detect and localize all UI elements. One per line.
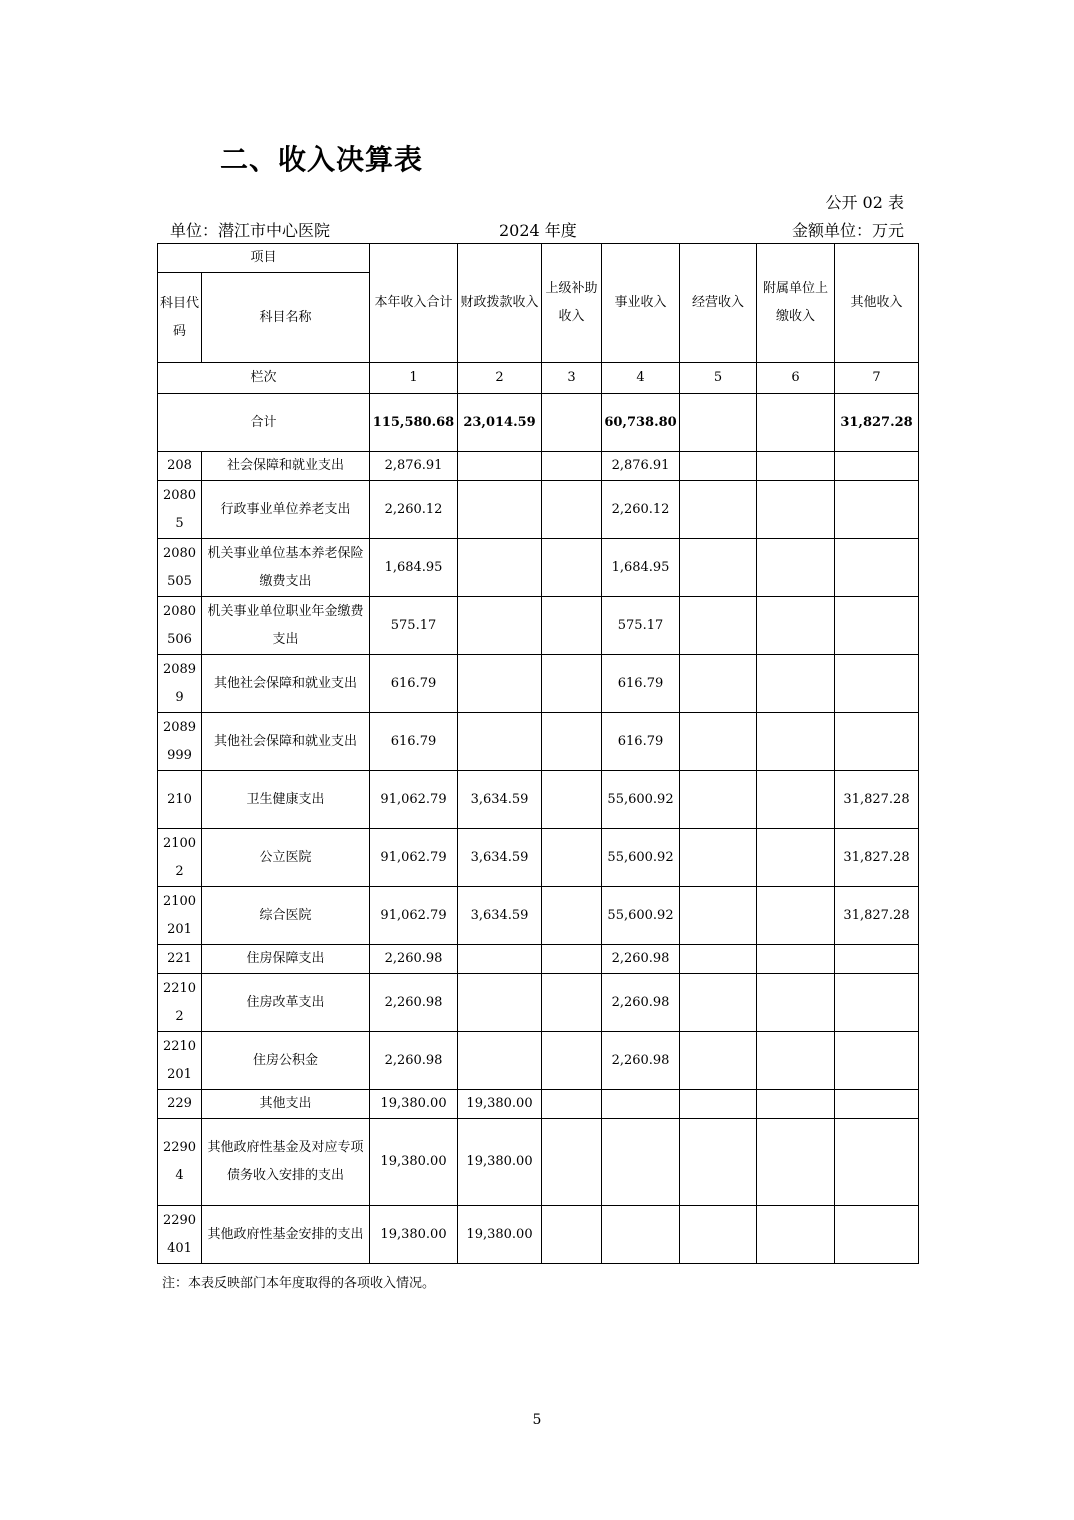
amount-cell — [757, 452, 835, 481]
table-note: 注：本表反映部门本年度取得的各项收入情况。 — [162, 1276, 436, 1291]
amount-cell: 2,260.12 — [602, 481, 680, 539]
table-row — [158, 974, 919, 1032]
amount-cell — [757, 1032, 835, 1090]
table-row — [158, 1119, 919, 1206]
subject-name-cell: 其他政府性基金及对应专项债务收入安排的支出 — [202, 1119, 370, 1206]
fiscal-year: 2024 年度 — [499, 221, 577, 240]
subject-code-cell: 208 — [158, 452, 202, 481]
amount-cell — [542, 452, 602, 481]
amount-cell — [542, 829, 602, 887]
amount-cell: 616.79 — [602, 713, 680, 771]
subject-name-cell: 机关事业单位基本养老保险缴费支出 — [202, 539, 370, 597]
row-label: 栏次 — [158, 363, 370, 394]
col-num: 6 — [757, 363, 835, 394]
amount-cell — [458, 481, 542, 539]
amount-cell — [757, 481, 835, 539]
amount-cell — [757, 887, 835, 945]
table-row — [158, 539, 919, 597]
amount-cell: 2,260.98 — [602, 945, 680, 974]
subject-code-cell: 2290401 — [158, 1206, 202, 1264]
subject-code-cell: 2210201 — [158, 1032, 202, 1090]
amount-cell: 2,260.98 — [370, 1032, 458, 1090]
table-row — [158, 1032, 919, 1090]
amount-cell — [680, 945, 757, 974]
amount-cell: 1,684.95 — [370, 539, 458, 597]
table-row — [158, 597, 919, 655]
subject-code-cell: 22102 — [158, 974, 202, 1032]
income-final-accounts-table — [157, 243, 919, 1264]
amount-cell: 91,062.79 — [370, 887, 458, 945]
table-row — [158, 887, 919, 945]
header-row-1 — [158, 244, 919, 273]
amount-cell: 2,876.91 — [602, 452, 680, 481]
data-rows — [158, 452, 919, 1264]
col-num: 3 — [542, 363, 602, 394]
amount-cell — [835, 945, 919, 974]
amount-cell: 1,684.95 — [602, 539, 680, 597]
col-num: 1 — [370, 363, 458, 394]
amount-cell — [757, 771, 835, 829]
amount-cell — [458, 945, 542, 974]
table-row — [158, 1206, 919, 1264]
amount-cell — [680, 974, 757, 1032]
amount-cell — [757, 539, 835, 597]
amount-cell — [835, 597, 919, 655]
subject-name-cell: 社会保障和就业支出 — [202, 452, 370, 481]
subject-name-cell: 公立医院 — [202, 829, 370, 887]
amount-cell: 3,634.59 — [458, 887, 542, 945]
amount-cell — [602, 1206, 680, 1264]
money-unit: 金额单位：万元 — [791, 221, 904, 240]
header-other-income: 其他收入 — [835, 244, 919, 363]
amount-cell: 616.79 — [370, 713, 458, 771]
subject-code-cell: 2100201 — [158, 887, 202, 945]
amount-cell — [835, 1090, 919, 1119]
amount-cell: 2,876.91 — [370, 452, 458, 481]
amount-cell — [458, 539, 542, 597]
table-number: 公开 02 表 — [825, 193, 904, 212]
amount-cell — [757, 974, 835, 1032]
amount-cell — [680, 771, 757, 829]
amount-cell — [835, 452, 919, 481]
reporting-unit: 单位：潜江市中心医院 — [170, 221, 331, 240]
amount-cell — [680, 713, 757, 771]
amount-cell: 2,260.98 — [370, 945, 458, 974]
amount-cell — [680, 887, 757, 945]
total-cell: 115,580.68 — [370, 394, 458, 452]
amount-cell — [680, 481, 757, 539]
amount-cell — [680, 597, 757, 655]
amount-cell — [757, 597, 835, 655]
subject-code-cell: 22904 — [158, 1119, 202, 1206]
table-row — [158, 452, 919, 481]
header-fiscal-allocation: 财政拨款收入 — [458, 244, 542, 363]
subject-name-cell: 其他社会保障和就业支出 — [202, 713, 370, 771]
amount-cell — [458, 713, 542, 771]
amount-cell: 19,380.00 — [370, 1206, 458, 1264]
amount-cell: 616.79 — [602, 655, 680, 713]
amount-cell — [757, 829, 835, 887]
amount-cell: 31,827.28 — [835, 829, 919, 887]
subject-name-cell: 住房公积金 — [202, 1032, 370, 1090]
table-row — [158, 655, 919, 713]
amount-cell: 2,260.98 — [602, 974, 680, 1032]
amount-cell — [757, 945, 835, 974]
page-title: 二、收入决算表 — [220, 143, 424, 176]
subject-name-cell: 住房保障支出 — [202, 945, 370, 974]
subject-name-cell: 机关事业单位职业年金缴费支出 — [202, 597, 370, 655]
subject-code-cell: 2080505 — [158, 539, 202, 597]
header-subject-code: 科目代码 — [158, 273, 202, 363]
subject-code-cell: 2089999 — [158, 713, 202, 771]
amount-cell — [542, 655, 602, 713]
subject-name-cell: 住房改革支出 — [202, 974, 370, 1032]
amount-cell: 2,260.98 — [370, 974, 458, 1032]
amount-cell — [542, 539, 602, 597]
amount-cell — [835, 1206, 919, 1264]
amount-cell — [835, 974, 919, 1032]
amount-cell — [680, 1119, 757, 1206]
subject-code-cell: 20899 — [158, 655, 202, 713]
amount-cell: 55,600.92 — [602, 829, 680, 887]
amount-cell — [835, 713, 919, 771]
subject-code-cell: 20805 — [158, 481, 202, 539]
amount-cell: 55,600.92 — [602, 771, 680, 829]
table-row — [158, 829, 919, 887]
amount-cell — [835, 539, 919, 597]
amount-cell — [542, 974, 602, 1032]
amount-cell — [757, 1090, 835, 1119]
amount-cell — [757, 1119, 835, 1206]
header-total-income: 本年收入合计 — [370, 244, 458, 363]
subject-code-cell: 2080506 — [158, 597, 202, 655]
amount-cell — [602, 1090, 680, 1119]
total-cell — [542, 394, 602, 452]
total-label: 合计 — [158, 394, 370, 452]
amount-cell — [835, 655, 919, 713]
amount-cell: 55,600.92 — [602, 887, 680, 945]
header-operating-income: 经营收入 — [680, 244, 757, 363]
amount-cell: 3,634.59 — [458, 829, 542, 887]
amount-cell — [680, 655, 757, 713]
amount-cell — [680, 452, 757, 481]
subject-code-cell: 210 — [158, 771, 202, 829]
header-project: 项目 — [158, 244, 370, 273]
subject-name-cell: 其他政府性基金安排的支出 — [202, 1206, 370, 1264]
page-number: 5 — [532, 1412, 542, 1428]
amount-cell — [542, 1032, 602, 1090]
column-number-row — [158, 363, 919, 394]
amount-cell — [757, 713, 835, 771]
header-business-income: 事业收入 — [602, 244, 680, 363]
amount-cell — [542, 1119, 602, 1206]
table-row — [158, 481, 919, 539]
amount-cell — [680, 539, 757, 597]
col-num: 2 — [458, 363, 542, 394]
amount-cell — [835, 481, 919, 539]
amount-cell: 19,380.00 — [458, 1206, 542, 1264]
subject-name-cell: 其他支出 — [202, 1090, 370, 1119]
amount-cell — [542, 481, 602, 539]
header-subject-name: 科目名称 — [202, 273, 370, 363]
amount-cell: 2,260.98 — [602, 1032, 680, 1090]
amount-cell — [542, 771, 602, 829]
amount-cell — [542, 713, 602, 771]
amount-cell — [458, 452, 542, 481]
col-num: 4 — [602, 363, 680, 394]
subject-name-cell: 其他社会保障和就业支出 — [202, 655, 370, 713]
total-cell: 23,014.59 — [458, 394, 542, 452]
amount-cell — [602, 1119, 680, 1206]
amount-cell — [835, 1032, 919, 1090]
amount-cell: 3,634.59 — [458, 771, 542, 829]
amount-cell — [542, 887, 602, 945]
amount-cell — [458, 974, 542, 1032]
subject-name-cell: 行政事业单位养老支出 — [202, 481, 370, 539]
subject-code-cell: 221 — [158, 945, 202, 974]
amount-cell — [542, 1090, 602, 1119]
total-cell — [680, 394, 757, 452]
table-row — [158, 771, 919, 829]
col-num: 7 — [835, 363, 919, 394]
subject-code-cell: 21002 — [158, 829, 202, 887]
amount-cell — [680, 1206, 757, 1264]
amount-cell: 91,062.79 — [370, 771, 458, 829]
amount-cell: 575.17 — [602, 597, 680, 655]
amount-cell — [680, 1032, 757, 1090]
amount-cell: 19,380.00 — [458, 1090, 542, 1119]
subject-name-cell: 综合医院 — [202, 887, 370, 945]
total-cell — [757, 394, 835, 452]
amount-cell: 19,380.00 — [458, 1119, 542, 1206]
amount-cell — [542, 945, 602, 974]
amount-cell — [757, 1206, 835, 1264]
amount-cell: 91,062.79 — [370, 829, 458, 887]
amount-cell — [680, 829, 757, 887]
total-cell: 31,827.28 — [835, 394, 919, 452]
amount-cell: 2,260.12 — [370, 481, 458, 539]
subject-code-cell: 229 — [158, 1090, 202, 1119]
amount-cell — [680, 1090, 757, 1119]
amount-cell: 616.79 — [370, 655, 458, 713]
header-subsidiary-income: 附属单位上缴收入 — [757, 244, 835, 363]
amount-cell — [835, 1119, 919, 1206]
amount-cell — [458, 1032, 542, 1090]
total-row — [158, 394, 919, 452]
total-cell: 60,738.80 — [602, 394, 680, 452]
table-row — [158, 1090, 919, 1119]
col-num: 5 — [680, 363, 757, 394]
amount-cell — [458, 597, 542, 655]
amount-cell: 19,380.00 — [370, 1119, 458, 1206]
subject-name-cell: 卫生健康支出 — [202, 771, 370, 829]
amount-cell — [458, 655, 542, 713]
amount-cell — [542, 1206, 602, 1264]
amount-cell — [757, 655, 835, 713]
amount-cell: 31,827.28 — [835, 887, 919, 945]
table-row — [158, 945, 919, 974]
amount-cell — [542, 597, 602, 655]
amount-cell: 31,827.28 — [835, 771, 919, 829]
amount-cell: 19,380.00 — [370, 1090, 458, 1119]
table-row — [158, 713, 919, 771]
amount-cell: 575.17 — [370, 597, 458, 655]
header-upper-subsidy: 上级补助收入 — [542, 244, 602, 363]
